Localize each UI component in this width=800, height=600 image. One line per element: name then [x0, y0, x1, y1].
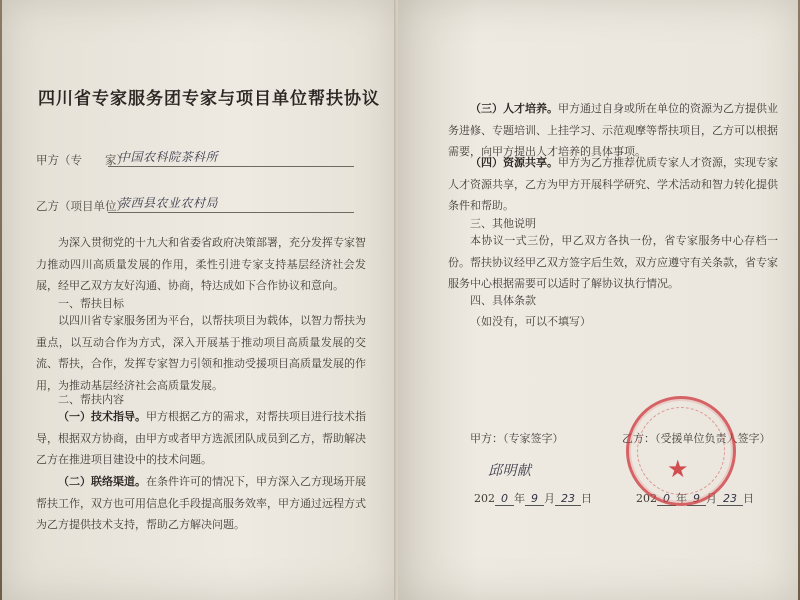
party-b-label: 乙方（项目单位）	[36, 199, 128, 213]
seal-star-icon: ★	[667, 455, 689, 483]
left-page	[2, 0, 396, 600]
party-a-line	[108, 166, 354, 167]
item4-title: （四）资源共享。	[470, 156, 558, 169]
party-a-signature-label: 甲方：（专家签字）	[470, 432, 564, 445]
section4-heading: 四、具体条款	[470, 294, 536, 307]
right-page	[398, 0, 798, 600]
item2-text: 在条件许可的情况下，甲方深入乙方现场开展帮扶工作，双方也可用信息化手段提高服务效率，甲方通过远程方式为乙方提供技术支持，帮助乙方解决问题。	[36, 475, 366, 531]
b-date-day-label: 日	[743, 492, 754, 505]
a-date-prefix: 202	[474, 492, 495, 505]
section2-item1	[36, 406, 366, 471]
b-date-year: 0	[657, 492, 676, 506]
item4-text: 甲方为乙方推荐优质专家人才资源，实现专家人才资源共享，乙方为甲方开展科学研究、学术活动和智力转化提供条件和帮助。	[448, 156, 778, 212]
section1-text: 以四川省专家服务团为平台，以帮扶项目为载体，以智力帮扶为重点，以互动合作为方式，深入开展基于推动项目高质量发展的交流、帮扶，合作，发挥专家智力引领和推动受援项目高质量发展的作用，为推动基层经济社会高质量发展。	[36, 314, 366, 392]
red-star-seal-icon	[626, 396, 736, 506]
b-date-month: 9	[687, 492, 706, 506]
section2-item4	[448, 152, 778, 217]
item1-title: （一）技术指导。	[58, 410, 146, 423]
party-a-date	[474, 490, 592, 506]
party-a-label: 甲方（专 家）	[36, 153, 128, 167]
section1-heading: 一、帮扶目标	[58, 297, 124, 310]
party-a-handwritten: 中国农科院茶科所	[118, 150, 219, 164]
item1-text: 甲方根据乙方的需求，对帮扶项目进行技术指导，根据双方协商，由甲方或者甲方选派团队成员到乙方，帮助解决乙方在推进项目建设中的技术问题。	[36, 410, 366, 466]
section3-text: 本协议一式三份，甲乙双方各执一份，省专家服务中心存档一份。帮扶协议经甲乙双方签字后生效，双方应遵守有关条款，省专家服务中心根据需要可以适时了解协议执行情况。	[448, 234, 778, 290]
section3-heading: 三、其他说明	[470, 217, 536, 230]
b-date-day: 23	[717, 492, 743, 506]
b-date-year-label: 年	[676, 492, 687, 505]
party-a-signature: 邱明献	[488, 463, 532, 479]
intro-paragraph: 为深入贯彻党的十九大和省委省政府决策部署，充分发挥专家智力推动四川高质量发展的作用，柔性引进专家支持基层经济社会发展，经甲乙双方友好沟通、协商，特达成如下合作协议和意向。	[36, 236, 366, 292]
section4-note: （如没有，可以不填写）	[470, 315, 591, 328]
section2-heading: 二、帮扶内容	[58, 393, 124, 406]
item3-title: （三）人才培养。	[470, 102, 558, 115]
b-date-month-label: 月	[706, 492, 717, 505]
a-date-day: 23	[555, 492, 581, 506]
item3-text: 甲方通过自身或所在单位的资源为乙方提供业务进修、专题培训、上挂学习、示范观摩等帮扶项目，乙方可以根据需要，向甲方提出人才培养的具体事项。	[448, 102, 778, 158]
a-date-year-label: 年	[514, 492, 525, 505]
b-date-prefix: 202	[636, 492, 657, 505]
document-title: 四川省专家服务团专家与项目单位帮扶协议	[38, 89, 380, 109]
party-b-line	[108, 212, 354, 213]
a-date-day-label: 日	[581, 492, 592, 505]
section2-item2	[36, 471, 366, 536]
a-date-year: 0	[495, 492, 514, 506]
a-date-month: 9	[525, 492, 544, 506]
party-b-signature-label: 乙方：（受援单位负责人签字）	[622, 432, 771, 445]
a-date-month-label: 月	[544, 492, 555, 505]
item2-title: （二）联络渠道。	[58, 475, 146, 488]
party-b-handwritten: 荥西县农业农村局	[118, 196, 219, 210]
